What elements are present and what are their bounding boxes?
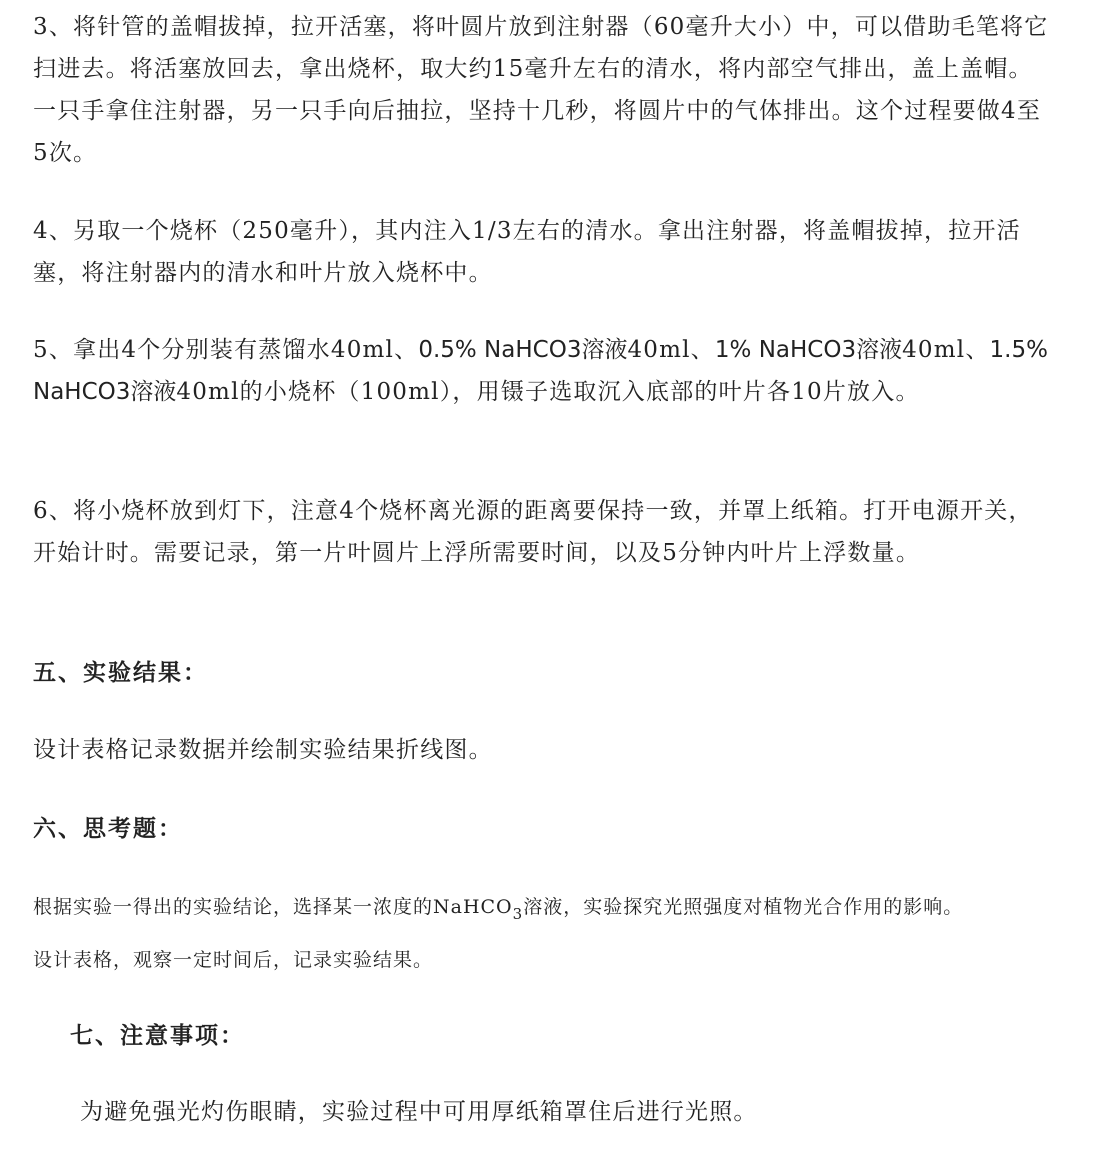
section-6-line-1-prefix: 根据实验一得出的实验结论，选择某一浓度的NaHCO xyxy=(33,896,513,918)
step-6-paragraph: 6、将小烧杯放到灯下，注意4个烧杯离光源的距离要保持一致，并罩上纸箱。打开电源开关，开始计时。需要记录，第一片叶圆片上浮所需要时间，以及5分钟内叶片上浮数量。 xyxy=(33,498,1033,566)
section-7-body: 为避免强光灼伤眼睛，实验过程中可用厚纸箱罩住后进行光照。 xyxy=(80,1099,758,1125)
section-7-heading: 七、注意事项： xyxy=(70,1022,245,1049)
subscript-3: 3 xyxy=(512,905,524,923)
section-6-heading: 六、思考题： xyxy=(33,815,183,842)
step-5-solution-3: 1.5% NaHCO3溶液 xyxy=(33,337,1048,405)
section-6-line-2: 设计表格，观察一定时间后，记录实验结果。 xyxy=(33,949,434,971)
step-3-paragraph: 3、将针管的盖帽拔掉，拉开活塞，将叶圆片放到注射器（60毫升大小）中，可以借助毛笔将它扫进去。将活塞放回去，拿出烧杯，取大约15毫升左右的清水，将内部空气排出，盖上盖帽。一只手拿住注射器，另一只手向后抽拉，坚持十几秒，将圆片中的气体排出。这个过程要做4至5次。 xyxy=(33,14,1049,166)
step-5-mid-1: 40ml、 xyxy=(627,337,715,363)
step-5-solution-2: 1% NaHCO3溶液 xyxy=(714,337,903,363)
section-5-body: 设计表格记录数据并绘制实验结果折线图。 xyxy=(33,737,493,763)
step-5-paragraph xyxy=(33,329,1053,413)
step-5-prefix: 5、拿出4个分别装有蒸馏水40ml、 xyxy=(33,337,419,363)
step-5-solution-1: 0.5% NaHCO3溶液 xyxy=(418,337,628,363)
step-5-suffix: 40ml的小烧杯（100ml），用镊子选取沉入底部的叶片各10片放入。 xyxy=(176,379,920,405)
step-5-mid-2: 40ml、 xyxy=(902,337,990,363)
section-6-line-1-suffix: 溶液，实验探究光照强度对植物光合作用的影响。 xyxy=(523,896,964,918)
step-4-paragraph: 4、另取一个烧杯（250毫升），其内注入1/3左右的清水。拿出注射器，将盖帽拔掉，拉开活塞，将注射器内的清水和叶片放入烧杯中。 xyxy=(33,218,1021,286)
section-5-heading: 五、实验结果： xyxy=(33,659,208,686)
section-6-line-1 xyxy=(33,892,1083,923)
